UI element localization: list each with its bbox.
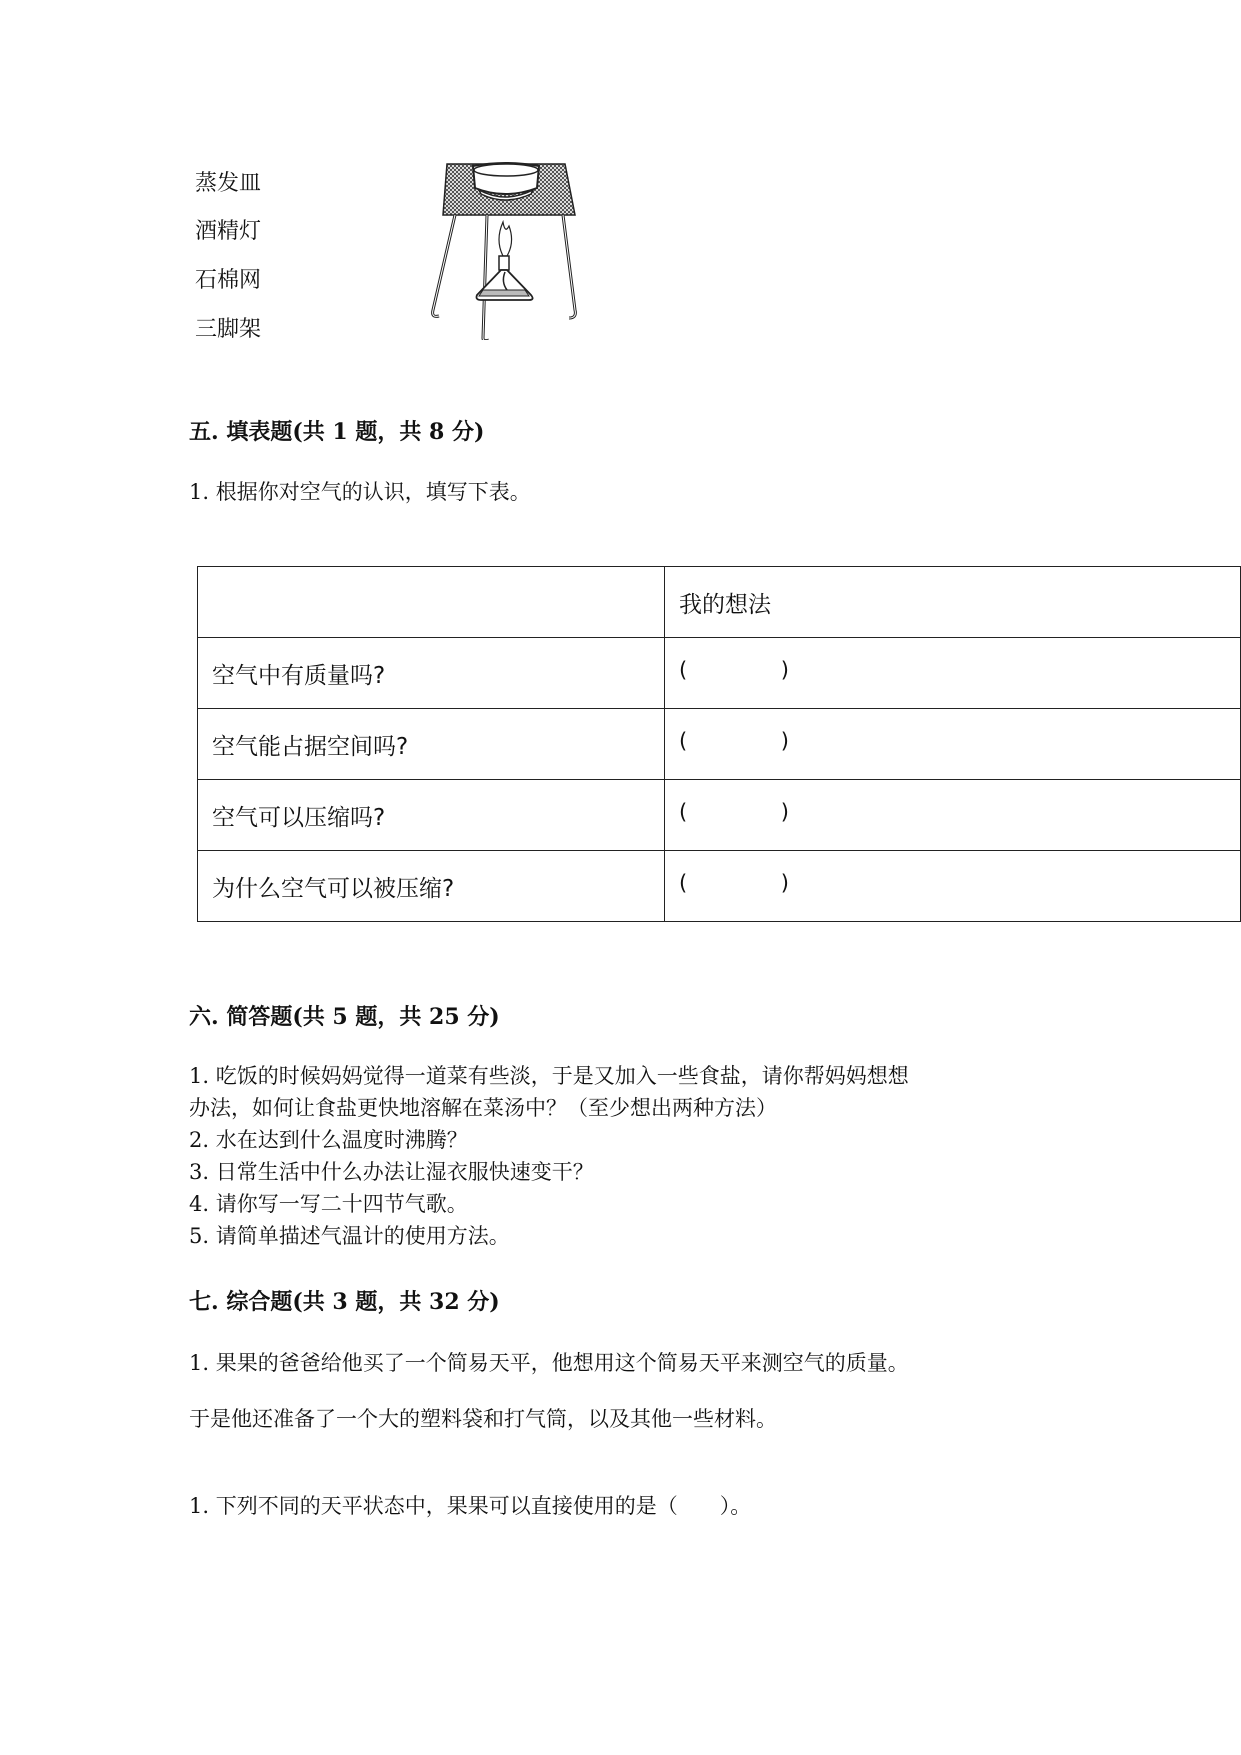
answer-parentheses	[679, 729, 789, 753]
section6-line: 1. 吃饭的时候妈妈觉得一道菜有些淡，于是又加入一些食盐，请你帮妈妈想想	[189, 1064, 909, 1088]
answer-parentheses	[679, 658, 789, 682]
label-alcohol-lamp: 酒精灯	[195, 219, 262, 244]
air-knowledge-table	[197, 566, 1241, 922]
table-answer-cell[interactable]	[665, 780, 1241, 851]
paren-left: (	[679, 729, 688, 753]
paren-left: (	[679, 871, 688, 895]
paren-right: )	[780, 658, 789, 682]
table-answer-cell[interactable]	[665, 638, 1241, 709]
section6-heading: 六. 简答题(共 5 题，共 25 分)	[189, 1004, 500, 1030]
table-question-cell: 空气可以压缩吗?	[198, 780, 665, 851]
section7-subquestion1: 1. 下列不同的天平状态中，果果可以直接使用的是（ ）。	[189, 1494, 752, 1518]
table-header-cell-empty	[198, 567, 665, 638]
table-row	[198, 851, 1241, 922]
paren-left: (	[679, 658, 688, 682]
table-row	[198, 780, 1241, 851]
answer-parentheses	[679, 800, 789, 824]
section6-line: 3. 日常生活中什么办法让湿衣服快速变干？	[189, 1160, 594, 1184]
label-evaporating-dish: 蒸发皿	[195, 171, 262, 196]
table-header-cell: 我的想法	[665, 567, 1241, 638]
table-answer-cell[interactable]	[665, 851, 1241, 922]
section7-heading: 七. 综合题(共 3 题，共 32 分)	[189, 1289, 500, 1315]
section6-questions	[189, 1060, 909, 1252]
paren-left: (	[679, 800, 688, 824]
table-answer-cell[interactable]	[665, 709, 1241, 780]
table-question-cell: 为什么空气可以被压缩?	[198, 851, 665, 922]
section6-line: 4. 请你写一写二十四节气歌。	[189, 1192, 468, 1216]
table-question-cell: 空气能占据空间吗?	[198, 709, 665, 780]
section6-line: 2. 水在达到什么温度时沸腾？	[189, 1128, 468, 1152]
paren-right: )	[780, 871, 789, 895]
section5-question: 1. 根据你对空气的认识，填写下表。	[189, 480, 531, 504]
section7-intro-line1: 1. 果果的爸爸给他买了一个简易天平，他想用这个简易天平来测空气的质量。	[189, 1351, 909, 1375]
label-asbestos-net: 石棉网	[195, 268, 262, 293]
evaporating-dish-tripod-icon	[425, 160, 585, 340]
section5-heading: 五. 填表题(共 1 题，共 8 分)	[189, 419, 485, 445]
paren-right: )	[780, 800, 789, 824]
table-row	[198, 638, 1241, 709]
table-header-row	[198, 567, 1241, 638]
label-tripod: 三脚架	[195, 317, 262, 342]
section6-line: 5. 请简单描述气温计的使用方法。	[189, 1224, 510, 1248]
section7-intro-line2: 于是他还准备了一个大的塑料袋和打气筒，以及其他一些材料。	[189, 1407, 777, 1431]
table-question-cell: 空气中有质量吗?	[198, 638, 665, 709]
answer-parentheses	[679, 871, 789, 895]
paren-right: )	[780, 729, 789, 753]
table-row	[198, 709, 1241, 780]
section6-line: 办法，如何让食盐更快地溶解在菜汤中？（至少想出两种方法）	[189, 1096, 777, 1120]
